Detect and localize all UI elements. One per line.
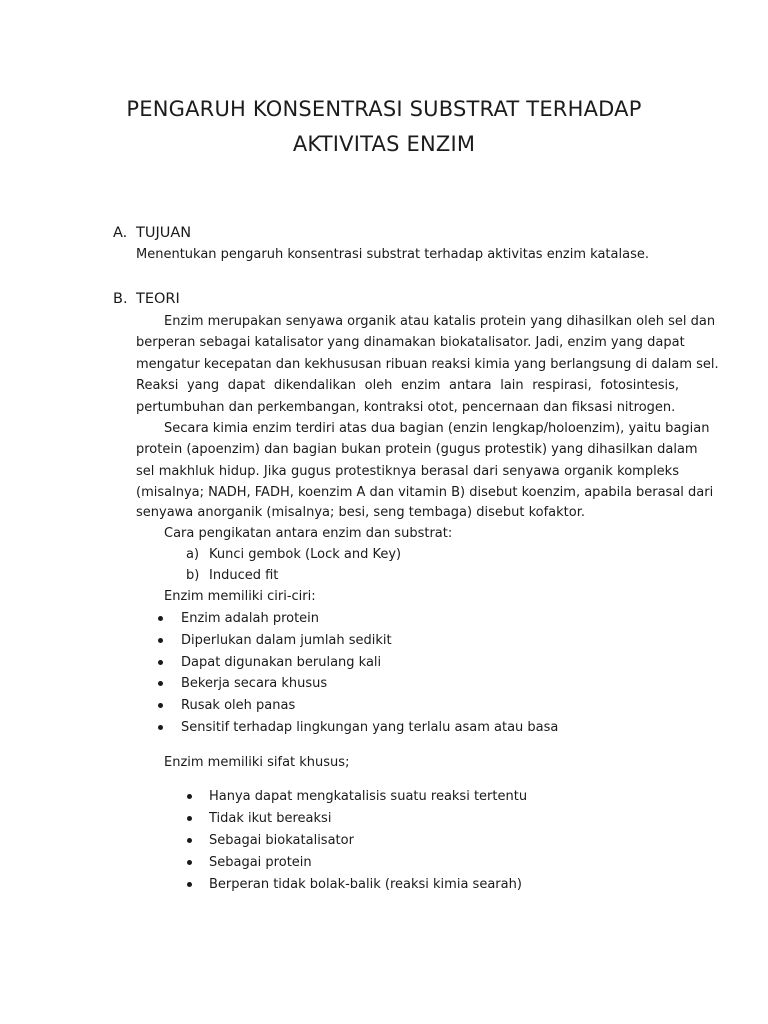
bullet-icon: [158, 660, 163, 665]
special-item-5: Berperan tidak bolak-balik (reaksi kimia searah): [209, 877, 522, 892]
para2-line-1: Secara kimia enzim terdiri atas dua bagian (enzin lengkap/holoenzim), yaitu bagian: [164, 421, 710, 436]
section-b-letter: B.: [113, 291, 128, 307]
bullet-icon: [158, 681, 163, 686]
bullet-icon: [158, 638, 163, 643]
para2-line-3: sel makhluk hidup. Jika gugus protestiknya berasal dari senyawa organik kompleks: [136, 464, 679, 479]
special-intro: Enzim memiliki sifat khusus;: [164, 755, 350, 770]
bullet-icon: [187, 794, 192, 799]
bullet-icon: [158, 703, 163, 708]
trait-item-5: Rusak oleh panas: [181, 698, 296, 713]
traits-intro: Enzim memiliki ciri-ciri:: [164, 589, 316, 604]
bullet-icon: [187, 860, 192, 865]
section-a-text: Menentukan pengaruh konsentrasi substrat terhadap aktivitas enzim katalase.: [136, 247, 649, 262]
binding-item-b: Induced fit: [209, 568, 279, 583]
para2-line-4: (misalnya; NADH, FADH, koenzim A dan vitamin B) disebut koenzim, apabila berasal dari: [136, 485, 714, 500]
para1-line-3: mengatur kecepatan dan kekhususan ribuan reaksi kimia yang berlangsung di dalam sel.: [136, 357, 719, 372]
para1-line-1: Enzim merupakan senyawa organik atau katalis protein yang dihasilkan oleh sel dan: [164, 314, 716, 329]
title-line-2: AKTIVITAS ENZIM: [292, 132, 476, 156]
binding-intro: Cara pengikatan antara enzim dan substrat:: [164, 526, 453, 541]
document-title: [0, 92, 768, 162]
bullet-icon: [158, 616, 163, 621]
special-item-3: Sebagai biokatalisator: [209, 833, 354, 848]
para1-line-5: pertumbuhan dan perkembangan, kontraksi otot, pencernaan dan fiksasi nitrogen.: [136, 400, 676, 415]
para1-line-2: berperan sebagai katalisator yang dinamakan biokatalisator. Jadi, enzim yang dapat: [136, 335, 685, 350]
special-item-1: Hanya dapat mengkatalisis suatu reaksi tertentu: [209, 789, 528, 804]
binding-marker-a: a): [186, 547, 200, 562]
section-b-title: TEORI: [136, 291, 180, 307]
section-a-letter: A.: [113, 225, 128, 241]
title-line-1: PENGARUH KONSENTRASI SUBSTRAT TERHADAP: [126, 97, 642, 121]
binding-item-a: Kunci gembok (Lock and Key): [209, 547, 402, 562]
para1-line-4: Reaksi yang dapat dikendalikan oleh enzim antara lain respirasi, fotosintesis,: [136, 378, 679, 393]
special-item-2: Tidak ikut bereaksi: [209, 811, 332, 826]
trait-item-3: Dapat digunakan berulang kali: [181, 655, 382, 670]
para2-line-5: senyawa anorganik (misalnya; besi, seng tembaga) disebut kofaktor.: [136, 505, 585, 520]
trait-item-2: Diperlukan dalam jumlah sedikit: [181, 633, 392, 648]
trait-item-4: Bekerja secara khusus: [181, 676, 328, 691]
bullet-icon: [187, 882, 192, 887]
bullet-icon: [187, 838, 192, 843]
binding-marker-b: b): [186, 568, 200, 583]
para2-line-2: protein (apoenzim) dan bagian bukan protein (gugus protestik) yang dihasilkan dalam: [136, 442, 698, 457]
trait-item-6: Sensitif terhadap lingkungan yang terlalu asam atau basa: [181, 720, 559, 735]
bullet-icon: [187, 816, 192, 821]
bullet-icon: [158, 725, 163, 730]
special-item-4: Sebagai protein: [209, 855, 312, 870]
trait-item-1: Enzim adalah protein: [181, 611, 320, 626]
section-a-title: TUJUAN: [136, 225, 192, 241]
